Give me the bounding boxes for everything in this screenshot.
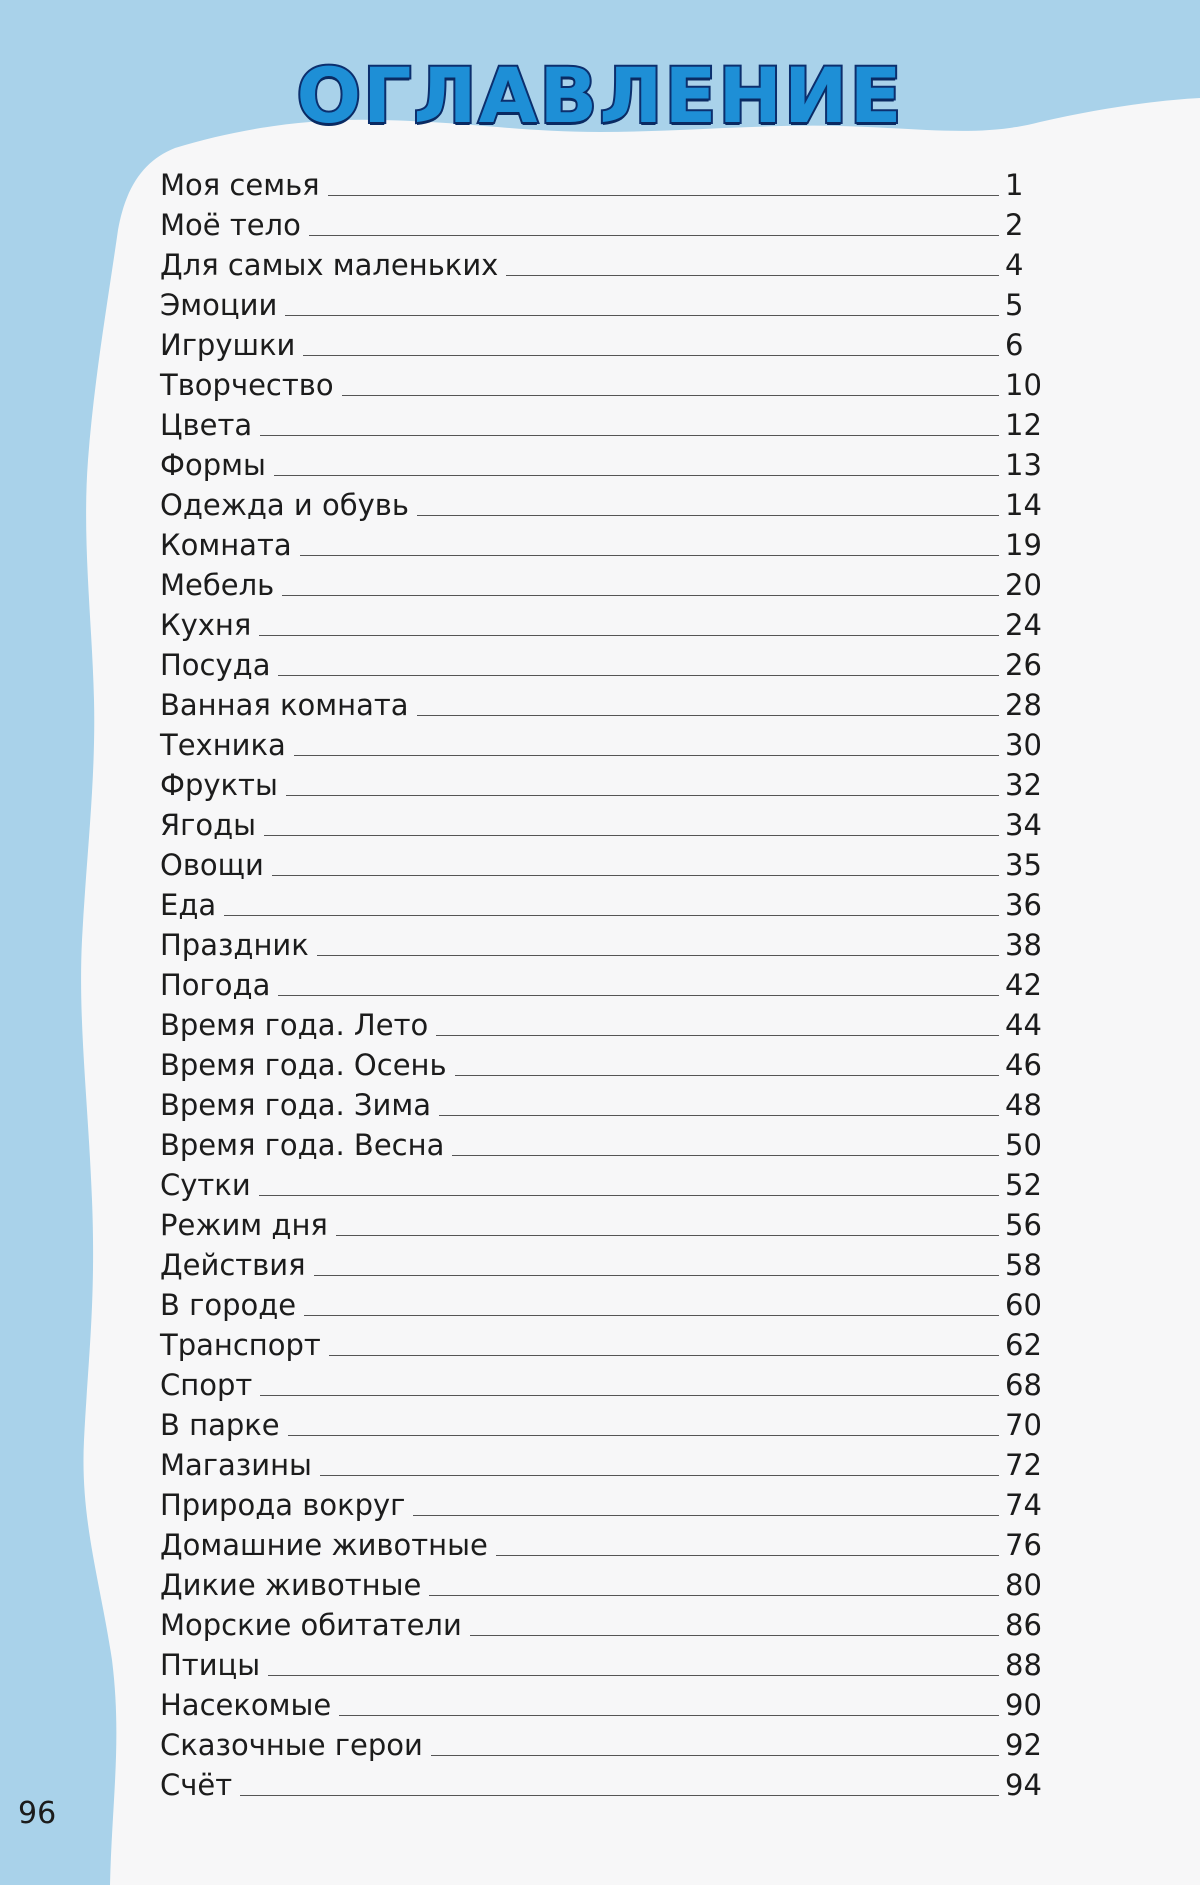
toc-entry-title: Для самых маленьких (160, 248, 499, 282)
toc-entry-title: Птицы (160, 1648, 261, 1682)
toc-leader-line (304, 1315, 999, 1316)
toc-entry-title: Эмоции (160, 288, 278, 322)
toc-entry-title: В парке (160, 1408, 280, 1442)
toc-leader-line (278, 675, 999, 676)
toc-entry (160, 1525, 1055, 1565)
toc-entry (160, 1165, 1055, 1205)
toc-leader-line (288, 1435, 999, 1436)
toc-leader-line (282, 595, 999, 596)
toc-leader-line (285, 315, 999, 316)
toc-entry (160, 365, 1055, 405)
toc-leader-line (300, 555, 999, 556)
toc-leader-line (240, 1795, 999, 1796)
toc-entry-title: Овощи (160, 848, 264, 882)
toc-entry-title: Посуда (160, 648, 271, 682)
toc-entry (160, 1605, 1055, 1645)
toc-entry-page: 62 (1005, 1328, 1042, 1362)
toc-entry (160, 245, 1055, 285)
toc-entry-page: 68 (1005, 1368, 1042, 1402)
toc-entry-title: Время года. Зима (160, 1088, 432, 1122)
toc-leader-line (413, 1515, 999, 1516)
toc-entry-page: 60 (1005, 1288, 1042, 1322)
toc-entry-page: 35 (1005, 848, 1042, 882)
toc-entry-page: 19 (1005, 528, 1042, 562)
toc-leader-line (455, 1075, 999, 1076)
toc-entry (160, 925, 1055, 965)
toc-leader-line (496, 1555, 999, 1556)
toc-entry-title: Морские обитатели (160, 1608, 462, 1642)
toc-leader-line (439, 1115, 999, 1116)
toc-leader-line (259, 635, 999, 636)
toc-entry (160, 1285, 1055, 1325)
toc-entry (160, 525, 1055, 565)
toc-entry-page: 44 (1005, 1008, 1042, 1042)
toc-entry-title: Транспорт (160, 1328, 321, 1362)
toc-entry (160, 1005, 1055, 1045)
toc-entry (160, 645, 1055, 685)
toc-entry-page: 86 (1005, 1608, 1042, 1642)
toc-entry-title: Домашние животные (160, 1528, 488, 1562)
toc-entry (160, 1085, 1055, 1125)
toc-entry-title: Кухня (160, 608, 252, 642)
toc-entry-title: Одежда и обувь (160, 488, 409, 522)
toc-leader-line (339, 1715, 999, 1716)
toc-leader-line (286, 795, 999, 796)
toc-leader-line (274, 475, 999, 476)
toc-entry-title: Игрушки (160, 328, 296, 362)
toc-entry (160, 1725, 1055, 1765)
toc-leader-line (268, 1675, 999, 1676)
toc-entry-title: Цвета (160, 408, 253, 442)
toc-entry-page: 2 (1005, 208, 1024, 242)
toc-entry-title: Творчество (160, 368, 334, 402)
toc-entry-title: Мебель (160, 568, 275, 602)
toc-entry-page: 80 (1005, 1568, 1042, 1602)
toc-leader-line (224, 915, 999, 916)
toc-entry-title: Техника (160, 728, 286, 762)
toc-entry (160, 1405, 1055, 1445)
toc-entry (160, 1325, 1055, 1365)
toc-entry-page: 36 (1005, 888, 1042, 922)
toc-entry-page: 10 (1005, 368, 1042, 402)
toc-leader-line (417, 515, 999, 516)
toc-leader-line (452, 1155, 999, 1156)
toc-entry-title: Формы (160, 448, 266, 482)
toc-entry (160, 405, 1055, 445)
toc-leader-line (294, 755, 999, 756)
toc-leader-line (278, 995, 999, 996)
toc-entry-page: 48 (1005, 1088, 1042, 1122)
toc-entry (160, 685, 1055, 725)
toc-entry (160, 1645, 1055, 1685)
toc-leader-line (260, 435, 999, 436)
toc-entry (160, 1565, 1055, 1605)
toc-entry-page: 12 (1005, 408, 1042, 442)
toc-leader-line (303, 355, 999, 356)
toc-entry (160, 1365, 1055, 1405)
toc-entry (160, 445, 1055, 485)
toc-entry-page: 92 (1005, 1728, 1042, 1762)
toc-leader-line (506, 275, 999, 276)
toc-entry (160, 285, 1055, 325)
toc-entry-title: Счёт (160, 1768, 233, 1802)
toc-entry-title: Режим дня (160, 1208, 328, 1242)
toc-entry-title: Сказочные герои (160, 1728, 423, 1762)
toc-leader-line (259, 1195, 999, 1196)
toc-leader-line (429, 1595, 999, 1596)
toc-entry (160, 1765, 1055, 1805)
toc-entry (160, 765, 1055, 805)
page-number: 96 (18, 1796, 57, 1831)
toc-leader-line (431, 1755, 999, 1756)
toc-entry-title: Еда (160, 888, 217, 922)
toc-entry (160, 605, 1055, 645)
toc-entry-page: 52 (1005, 1168, 1042, 1202)
toc-entry-title: Погода (160, 968, 271, 1002)
toc-entry-page: 58 (1005, 1248, 1042, 1282)
toc-entry (160, 1125, 1055, 1165)
toc-leader-line (328, 195, 999, 196)
toc-leader-line (314, 1275, 999, 1276)
toc-entry-page: 5 (1005, 288, 1024, 322)
toc-entry-page: 90 (1005, 1688, 1042, 1722)
toc-leader-line (436, 1035, 999, 1036)
toc-entry-title: Праздник (160, 928, 309, 962)
toc-entry-title: Комната (160, 528, 292, 562)
toc-entry-page: 94 (1005, 1768, 1042, 1802)
toc-entry-title: Действия (160, 1248, 306, 1282)
toc-entry-page: 50 (1005, 1128, 1042, 1162)
toc-entry-page: 88 (1005, 1648, 1042, 1682)
toc-entry-page: 28 (1005, 688, 1042, 722)
toc-entry-title: Моя семья (160, 168, 320, 202)
toc-entry-page: 32 (1005, 768, 1042, 802)
toc-leader-line (309, 235, 999, 236)
toc-entry-title: Дикие животные (160, 1568, 422, 1602)
toc-entry (160, 1445, 1055, 1485)
toc-entry (160, 805, 1055, 845)
toc-entry-title: Магазины (160, 1448, 312, 1482)
toc-entry (160, 845, 1055, 885)
toc-entry (160, 1685, 1055, 1725)
toc-entry (160, 565, 1055, 605)
toc-leader-line (264, 835, 999, 836)
toc-entry (160, 485, 1055, 525)
toc-leader-line (470, 1635, 999, 1636)
toc-entry-page: 46 (1005, 1048, 1042, 1082)
toc-entry-page: 30 (1005, 728, 1042, 762)
toc-entry-page: 1 (1005, 168, 1024, 202)
toc-entry-page: 74 (1005, 1488, 1042, 1522)
toc-leader-line (329, 1355, 999, 1356)
toc-leader-line (342, 395, 999, 396)
toc-entry-title: Время года. Осень (160, 1048, 447, 1082)
table-of-contents (160, 165, 1055, 1805)
toc-entry-title: Спорт (160, 1368, 253, 1402)
toc-entry-page: 20 (1005, 568, 1042, 602)
toc-leader-line (272, 875, 999, 876)
toc-entry (160, 1245, 1055, 1285)
toc-entry-page: 24 (1005, 608, 1042, 642)
toc-entry-page: 6 (1005, 328, 1024, 362)
toc-entry-page: 4 (1005, 248, 1024, 282)
toc-entry-title: Ванная комната (160, 688, 409, 722)
toc-entry-page: 72 (1005, 1448, 1042, 1482)
toc-entry-page: 34 (1005, 808, 1042, 842)
toc-entry (160, 1485, 1055, 1525)
toc-leader-line (320, 1475, 999, 1476)
toc-entry-page: 14 (1005, 488, 1042, 522)
toc-entry-title: Моё тело (160, 208, 301, 242)
toc-entry (160, 325, 1055, 365)
toc-entry-page: 56 (1005, 1208, 1042, 1242)
toc-entry-title: Фрукты (160, 768, 278, 802)
toc-entry-page: 76 (1005, 1528, 1042, 1562)
toc-leader-line (317, 955, 999, 956)
toc-entry-title: Время года. Лето (160, 1008, 429, 1042)
toc-entry (160, 885, 1055, 925)
toc-leader-line (417, 715, 999, 716)
toc-leader-line (336, 1235, 999, 1236)
toc-entry-title: Время года. Весна (160, 1128, 445, 1162)
toc-entry-title: В городе (160, 1288, 297, 1322)
toc-entry (160, 725, 1055, 765)
toc-entry-page: 13 (1005, 448, 1042, 482)
toc-entry-page: 42 (1005, 968, 1042, 1002)
toc-entry (160, 1205, 1055, 1245)
toc-entry (160, 965, 1055, 1005)
toc-entry-title: Ягоды (160, 808, 257, 842)
page-title: ОГЛАВЛЕНИЕ (296, 51, 904, 140)
toc-entry-title: Насекомые (160, 1688, 332, 1722)
toc-entry-page: 38 (1005, 928, 1042, 962)
toc-entry-title: Сутки (160, 1168, 251, 1202)
toc-leader-line (260, 1395, 999, 1396)
toc-entry-page: 70 (1005, 1408, 1042, 1442)
toc-entry-page: 26 (1005, 648, 1042, 682)
toc-entry (160, 165, 1055, 205)
toc-entry (160, 1045, 1055, 1085)
toc-entry (160, 205, 1055, 245)
toc-entry-title: Природа вокруг (160, 1488, 406, 1522)
